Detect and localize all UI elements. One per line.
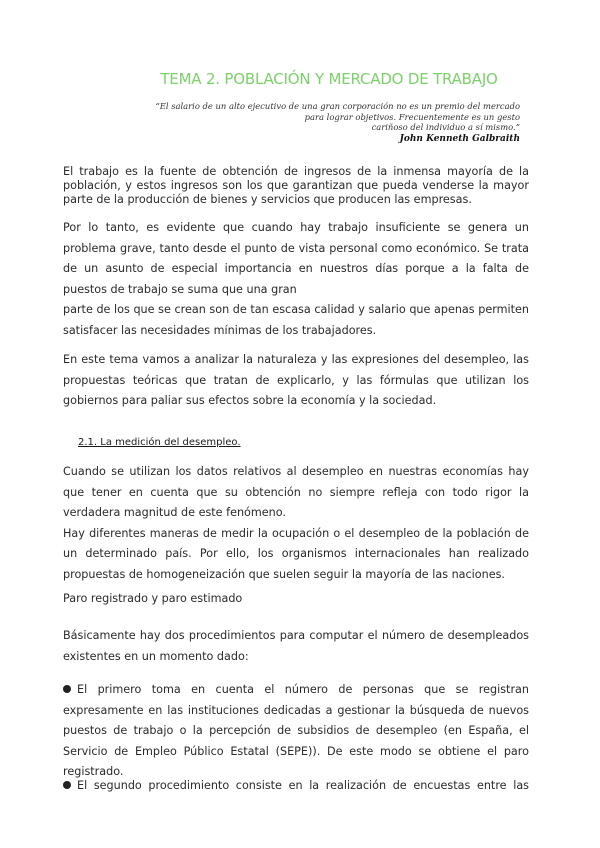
- text-line: puestos de trabajo o la percepción de subsidios de desempleo (en España, el: [63, 724, 529, 738]
- bullet-line: [63, 680, 529, 701]
- bullet-icon: [63, 685, 71, 693]
- intro-paragraph: [63, 165, 529, 206]
- text-line: Servicio de Empleo Público Estatal (SEPE)). De este modo se obtiene el paro: [63, 744, 529, 758]
- text-line: expresamente en las instituciones dedicadas a gestionar la búsqueda de nuevos: [63, 703, 529, 717]
- paragraph-2: [63, 218, 529, 342]
- text-line: parte de la producción de bienes y servicios que producen las empresas.: [63, 192, 472, 206]
- bullet-line: [63, 776, 529, 797]
- document-title: TEMA 2. POBLACIÓN Y MERCADO DE TRABAJO: [160, 70, 498, 88]
- text-line: puestos de trabajo se suma que una gran: [63, 282, 297, 296]
- quote-line: cariñoso del individuo a sí mismo.”: [371, 122, 520, 133]
- quote-author: John Kenneth Galbraith: [399, 134, 520, 144]
- paragraph-4: [63, 462, 529, 586]
- bullet-icon: [63, 781, 71, 789]
- bullet-item-1: [63, 680, 529, 783]
- text-line: El primero toma en cuenta el número de personas que se registran: [77, 683, 529, 696]
- text-line: registrado.: [63, 765, 124, 779]
- quote-line: para lograr objetivos. Frecuentemente es un gesto: [304, 111, 520, 122]
- quote-line: “El salario de un alto ejecutivo de una gran corporación no es un premio del mercado: [155, 101, 520, 111]
- epigraph-quote: [100, 101, 520, 133]
- text-line: satisfacer las necesidades mínimas de los trabajadores.: [63, 323, 377, 337]
- text-line: un determinado país. Por ello, los organismos internacionales han realizado: [63, 547, 529, 561]
- text-line: Básicamente hay dos procedimientos para computar el número de desempleados: [63, 629, 529, 642]
- paragraph-6: [63, 626, 529, 667]
- text-line: Hay diferentes maneras de medir la ocupación o el desempleo de la población de: [63, 526, 529, 540]
- text-line: propuestas de homogeneización que suelen seguir la mayoría de las naciones.: [63, 567, 505, 581]
- subheading: Paro registrado y paro estimado: [63, 592, 243, 605]
- text-line: problema grave, tanto desde el punto de vista personal como económico. Se trata: [63, 241, 529, 255]
- text-line: verdadera magnitud de este fenómeno.: [63, 506, 286, 520]
- text-line: parte de los que se crean son de tan escasa calidad y salario que apenas permiten: [63, 303, 529, 317]
- text-line: propuestas teóricas que tratan de explicarlo, y las fórmulas que utilizan los: [63, 373, 529, 387]
- text-line: existentes en un momento dado:: [63, 649, 249, 663]
- text-line: de un asunto de especial importancia en nuestros días porque a la falta de: [63, 262, 529, 276]
- text-line: gobiernos para paliar sus efectos sobre la economía y la sociedad.: [63, 394, 437, 408]
- text-line: En este tema vamos a analizar la naturaleza y las expresiones del desempleo, las: [63, 353, 529, 366]
- text-line: población, y estos ingresos son los que garantizan que pueda venderse la mayor: [63, 178, 529, 192]
- paragraph-3: [63, 350, 529, 412]
- bullet-item-2: [63, 776, 529, 797]
- text-line: Cuando se utilizan los datos relativos al desempleo en nuestras economías hay: [63, 465, 529, 478]
- section-heading: 2.1. La medición del desempleo.: [78, 437, 241, 448]
- text-line: El segundo procedimiento consiste en la realización de encuestas entre las: [77, 779, 529, 792]
- text-line: que tener en cuenta que su obtención no siempre refleja con todo rigor la: [63, 485, 529, 499]
- text-line: Por lo tanto, es evidente que cuando hay trabajo insuficiente se genera un: [63, 221, 529, 234]
- text-line: El trabajo es la fuente de obtención de ingresos de la inmensa mayoría de la: [63, 165, 529, 178]
